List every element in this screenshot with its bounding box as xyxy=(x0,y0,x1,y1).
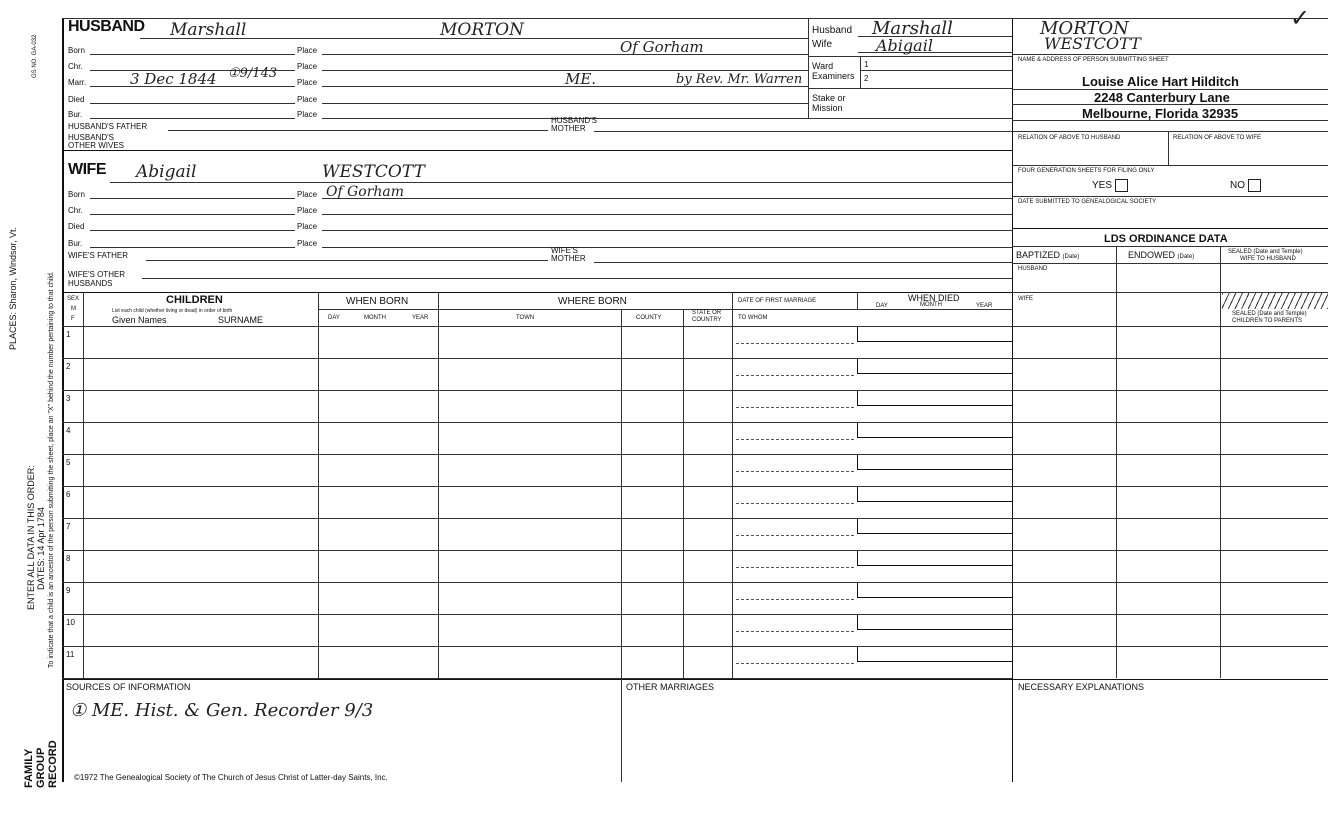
lds-endowed: ENDOWED (Date) xyxy=(1128,250,1195,260)
husband-bur-place-label: Place xyxy=(297,110,318,119)
when-died-label: WHEN DIED xyxy=(908,293,960,303)
lds-sealed-children-2: CHILDREN TO PARENTS xyxy=(1232,318,1303,324)
copyright: ©1972 The Genealogical Society of The Church of Jesus Christ of Latter-day Saints, Inc. xyxy=(74,773,388,782)
header-husband-given: Marshall xyxy=(872,18,953,39)
date-submitted-label: DATE SUBMITTED TO GENEALOGICAL SOCIETY xyxy=(1018,199,1157,205)
header-wife-surname: WESTCOTT xyxy=(1044,34,1141,53)
died-box xyxy=(857,359,1013,374)
husband-born-date-line xyxy=(90,54,295,55)
county-label: COUNTY xyxy=(636,315,662,321)
child-row-line xyxy=(62,390,1328,391)
wife-chr-date-line xyxy=(90,214,295,215)
husband-born-label: Born xyxy=(68,46,85,55)
child-row-number: 4 xyxy=(66,426,71,435)
child-row-line xyxy=(62,582,1328,583)
husband-marr-place: ME. xyxy=(565,70,597,88)
child-row-number: 2 xyxy=(66,362,71,371)
footer-divider-1 xyxy=(621,679,622,782)
husband-given-name: Marshall xyxy=(170,20,247,40)
four-gen-top xyxy=(1012,165,1328,166)
died-box xyxy=(857,391,1013,406)
marriage-dash-line xyxy=(736,407,854,408)
lds-husband-label: HUSBAND xyxy=(1018,266,1048,272)
child-row-number: 8 xyxy=(66,554,71,563)
indicate-note: To indicate that a child is an ancestor of the person submitting the sheet, place an "X" behind the number pertaining to that child. xyxy=(48,271,55,668)
wife-died-place-line xyxy=(322,230,1012,231)
wife-bur-label: Bur. xyxy=(68,239,83,248)
submitter-line-3 xyxy=(1012,120,1328,121)
husband-marr-label: Marr. xyxy=(68,78,87,87)
marriage-sub-line xyxy=(732,309,1012,310)
header-wife-given: Abigail xyxy=(876,36,933,55)
wife-born-place: Of Gorham xyxy=(326,184,405,200)
sources-label: SOURCES OF INFORMATION xyxy=(66,682,191,692)
yes-checkbox[interactable] xyxy=(1115,179,1128,192)
submitter-label: NAME & ADDRESS OF PERSON SUBMITTING SHEET xyxy=(1018,57,1169,63)
wife-chr-place-line xyxy=(322,214,1012,215)
lds-hatched-area xyxy=(1222,293,1328,309)
order-note-2: DATES: 14 Apr 1784 xyxy=(36,507,46,590)
sex-f-label: F xyxy=(71,316,75,322)
child-row-line xyxy=(62,422,1328,423)
first-marriage-label: DATE OF FIRST MARRIAGE xyxy=(738,298,817,304)
wife-bur-date-line xyxy=(90,247,295,248)
husband-mother-label-1: HUSBAND'S xyxy=(551,116,597,125)
died-year-label: YEAR xyxy=(976,303,993,309)
stake-label-1: Stake or xyxy=(812,93,846,103)
marriage-dash-line xyxy=(736,535,854,536)
husband-died-label: Died xyxy=(68,95,85,104)
husband-surname: MORTON xyxy=(440,20,524,40)
four-gen-no[interactable]: NO xyxy=(1230,179,1261,192)
footer-top xyxy=(62,679,1328,680)
died-box xyxy=(857,647,1013,662)
lds-sealed-wife-1: SEALED (Date and Temple) xyxy=(1228,249,1303,255)
marriage-dash-line xyxy=(736,567,854,568)
wife-heading: WIFE xyxy=(68,161,106,178)
wife-born-place-line xyxy=(322,198,1012,199)
submitter-line-2 xyxy=(1012,104,1328,105)
examiner-2: 2 xyxy=(864,74,869,83)
col-died-left xyxy=(857,292,858,309)
town-label: TOWN xyxy=(516,315,535,321)
where-born-sub-line xyxy=(438,309,732,310)
husband-other-wives-2: OTHER WIVES xyxy=(68,141,125,150)
four-gen-yes[interactable]: YES xyxy=(1092,179,1128,192)
relation-top xyxy=(1012,131,1328,132)
child-row-number: 11 xyxy=(66,650,75,659)
no-checkbox[interactable] xyxy=(1248,179,1261,192)
sources-text: ① ME. Hist. & Gen. Recorder 9/3 xyxy=(70,700,374,721)
husband-born-place-line xyxy=(322,54,808,55)
died-box xyxy=(857,487,1013,502)
checkmark: ✓ xyxy=(1290,4,1311,32)
form-number: GS NO. GA-032 xyxy=(32,34,38,78)
header-husband-surname: MORTON xyxy=(1040,18,1129,39)
husband-died-date-line xyxy=(90,103,295,104)
child-row-line xyxy=(62,518,1328,519)
when-born-label: WHEN BORN xyxy=(346,296,409,307)
husband-bur-place-line xyxy=(322,118,1012,119)
husband-heading: HUSBAND xyxy=(68,18,145,35)
examiners-divider xyxy=(860,56,861,88)
sex-m-label: M xyxy=(71,306,76,312)
wife-mother-label-1: WIFE'S xyxy=(551,246,578,255)
header-box-sep xyxy=(808,56,1012,57)
state-label-2: COUNTRY xyxy=(692,317,722,323)
husband-other-wives-1: HUSBAND'S xyxy=(68,133,114,142)
explanations-label: NECESSARY EXPLANATIONS xyxy=(1018,682,1145,692)
wife-surname: WESTCOTT xyxy=(322,162,425,182)
top-border xyxy=(62,18,1328,19)
lds-wife-label: WIFE xyxy=(1018,296,1033,302)
husband-born-place: Of Gorham xyxy=(620,38,704,56)
husband-bur-date-line xyxy=(90,118,295,119)
died-box xyxy=(857,615,1013,630)
husband-died-place-label: Place xyxy=(297,95,318,104)
header-box-left xyxy=(808,18,809,118)
submitter-top-line xyxy=(1012,54,1328,55)
col-marriage-left xyxy=(732,292,733,678)
sex-label: SEX xyxy=(67,296,80,302)
husband-mother-line xyxy=(594,131,1012,132)
date-submitted-top xyxy=(1012,196,1328,197)
wife-chr-place-label: Place xyxy=(297,206,318,215)
lds-baptized: BAPTIZED (Date) xyxy=(1016,250,1080,260)
wife-bur-place-line xyxy=(322,247,1012,248)
child-row-number: 9 xyxy=(66,586,71,595)
left-border xyxy=(62,18,64,782)
marriage-dash-line xyxy=(736,439,854,440)
died-box xyxy=(857,519,1013,534)
relation-husband-label: RELATION OF ABOVE TO HUSBAND xyxy=(1018,135,1121,141)
header-wife-label: Wife xyxy=(812,39,832,50)
four-gen-label: FOUR GENERATION SHEETS FOR FILING ONLY xyxy=(1018,168,1155,174)
lds-top xyxy=(1012,228,1328,229)
wife-name-line xyxy=(110,182,1012,183)
wife-section-bottom xyxy=(62,292,1012,293)
child-row-line xyxy=(62,550,1328,551)
child-row-number: 6 xyxy=(66,490,71,499)
ward-label: Ward xyxy=(812,61,834,71)
col-county-left xyxy=(621,309,622,678)
marriage-dash-line xyxy=(736,631,854,632)
husband-marr-place-label: Place xyxy=(297,78,318,87)
died-box xyxy=(857,455,1013,470)
born-year-label: YEAR xyxy=(412,315,429,321)
husband-marr-officiant: by Rev. Mr. Warren xyxy=(676,72,803,87)
husband-father-label: HUSBAND'S FATHER xyxy=(68,122,148,131)
submitter-name: Louise Alice Hart Hilditch xyxy=(1082,74,1239,89)
wife-bur-place-label: Place xyxy=(297,239,318,248)
wife-born-date-line xyxy=(90,198,295,199)
child-row-line xyxy=(62,486,1328,487)
places-note: PLACES: Sharon, Windsor, Vt. xyxy=(8,226,18,350)
husband-section-bottom xyxy=(62,150,1012,151)
died-day-label: DAY xyxy=(876,303,888,309)
wife-other-husbands-line xyxy=(142,278,1012,279)
col-state-left xyxy=(683,309,684,678)
stake-label-2: Mission xyxy=(812,103,843,113)
born-day-label: DAY xyxy=(328,315,340,321)
husband-marr-date: 3 Dec 1844 xyxy=(130,70,217,88)
col-where-born-left xyxy=(438,292,439,678)
where-born-label: WHERE BORN xyxy=(558,296,627,307)
child-row-number: 1 xyxy=(66,330,71,339)
wife-mother-line xyxy=(594,262,1012,263)
given-names-label: Given Names xyxy=(112,315,167,325)
wife-father-line xyxy=(146,260,548,261)
wife-other-husbands-1: WIFE'S OTHER xyxy=(68,270,126,279)
child-row-line xyxy=(62,454,1328,455)
marriage-dash-line xyxy=(736,471,854,472)
child-row-number: 10 xyxy=(66,618,75,627)
lds-title: LDS ORDINANCE DATA xyxy=(1104,233,1228,245)
surname-label: SURNAME xyxy=(218,315,264,325)
marriage-dash-line xyxy=(736,343,854,344)
relation-divider xyxy=(1168,131,1169,165)
lds-title-bottom xyxy=(1012,246,1328,247)
husband-mother-label-2: MOTHER xyxy=(551,124,586,133)
born-month-label: MONTH xyxy=(364,315,386,321)
wife-died-place-label: Place xyxy=(297,222,318,231)
husband-born-place-label: Place xyxy=(297,46,318,55)
husband-chr-label: Chr. xyxy=(68,62,83,71)
husband-father-line xyxy=(168,130,548,131)
husband-bur-label: Bur. xyxy=(68,110,83,119)
lds-sealed-wife-2: WIFE TO HUSBAND xyxy=(1240,256,1296,262)
wife-died-label: Died xyxy=(68,222,85,231)
child-row-line xyxy=(62,614,1328,615)
marriage-dash-line xyxy=(736,599,854,600)
examiner-sep xyxy=(860,70,1012,71)
header-husband-label: Husband xyxy=(812,25,853,36)
died-month-label: MONTH xyxy=(920,302,942,308)
husband-died-place-line xyxy=(322,103,808,104)
husband-chr-place-label: Place xyxy=(297,62,318,71)
wife-born-label: Born xyxy=(68,190,85,199)
child-row-number: 5 xyxy=(66,458,71,467)
wife-mother-label-2: MOTHER xyxy=(551,254,586,263)
died-box xyxy=(857,551,1013,566)
table-header-bottom xyxy=(62,326,1328,327)
husband-marr-ref: ①9/143 xyxy=(228,66,278,81)
died-box xyxy=(857,327,1013,342)
wife-other-husbands-2: HUSBANDS xyxy=(68,279,113,288)
wife-father-label: WIFE'S FATHER xyxy=(68,251,129,260)
other-marriages-label: OTHER MARRIAGES xyxy=(626,682,715,692)
lds-sealed-children-1: SEALED (Date and Temple) xyxy=(1232,311,1307,317)
col-when-born-left xyxy=(318,292,319,678)
died-box xyxy=(857,583,1013,598)
submitter-city: Melbourne, Florida 32935 xyxy=(1082,106,1239,121)
examiner-bottom xyxy=(808,88,1012,89)
to-whom-label: TO WHOM xyxy=(738,315,768,321)
form-title-1: FAMILY xyxy=(23,748,35,788)
state-label-1: STATE OR xyxy=(692,310,722,316)
child-row-number: 3 xyxy=(66,394,71,403)
child-row-line xyxy=(62,358,1328,359)
children-label: CHILDREN xyxy=(166,294,223,306)
child-row-line xyxy=(62,646,1328,647)
sex-col-line xyxy=(83,292,84,678)
wife-died-date-line xyxy=(90,230,295,231)
marriage-dash-line xyxy=(736,375,854,376)
child-row-number: 7 xyxy=(66,522,71,531)
wife-born-place-label: Place xyxy=(297,190,318,199)
examiner-1: 1 xyxy=(864,60,869,69)
form-title-3: RECORD xyxy=(47,740,59,788)
wife-chr-label: Chr. xyxy=(68,206,83,215)
submitter-street: 2248 Canterbury Lane xyxy=(1094,90,1230,105)
died-box xyxy=(857,423,1013,438)
marriage-dash-line xyxy=(736,503,854,504)
order-note-1: ENTER ALL DATA IN THIS ORDER: xyxy=(26,465,36,610)
relation-wife-label: RELATION OF ABOVE TO WIFE xyxy=(1173,135,1262,141)
lds-head-bottom xyxy=(1012,263,1328,264)
examiners-label: Examiners xyxy=(812,71,855,81)
when-born-sub-line xyxy=(318,309,438,310)
form-title-2: GROUP xyxy=(35,747,47,788)
children-sub: List each child (whether living or dead) in order of birth xyxy=(112,308,233,314)
wife-given-name: Abigail xyxy=(136,162,197,182)
marriage-dash-line xyxy=(736,663,854,664)
